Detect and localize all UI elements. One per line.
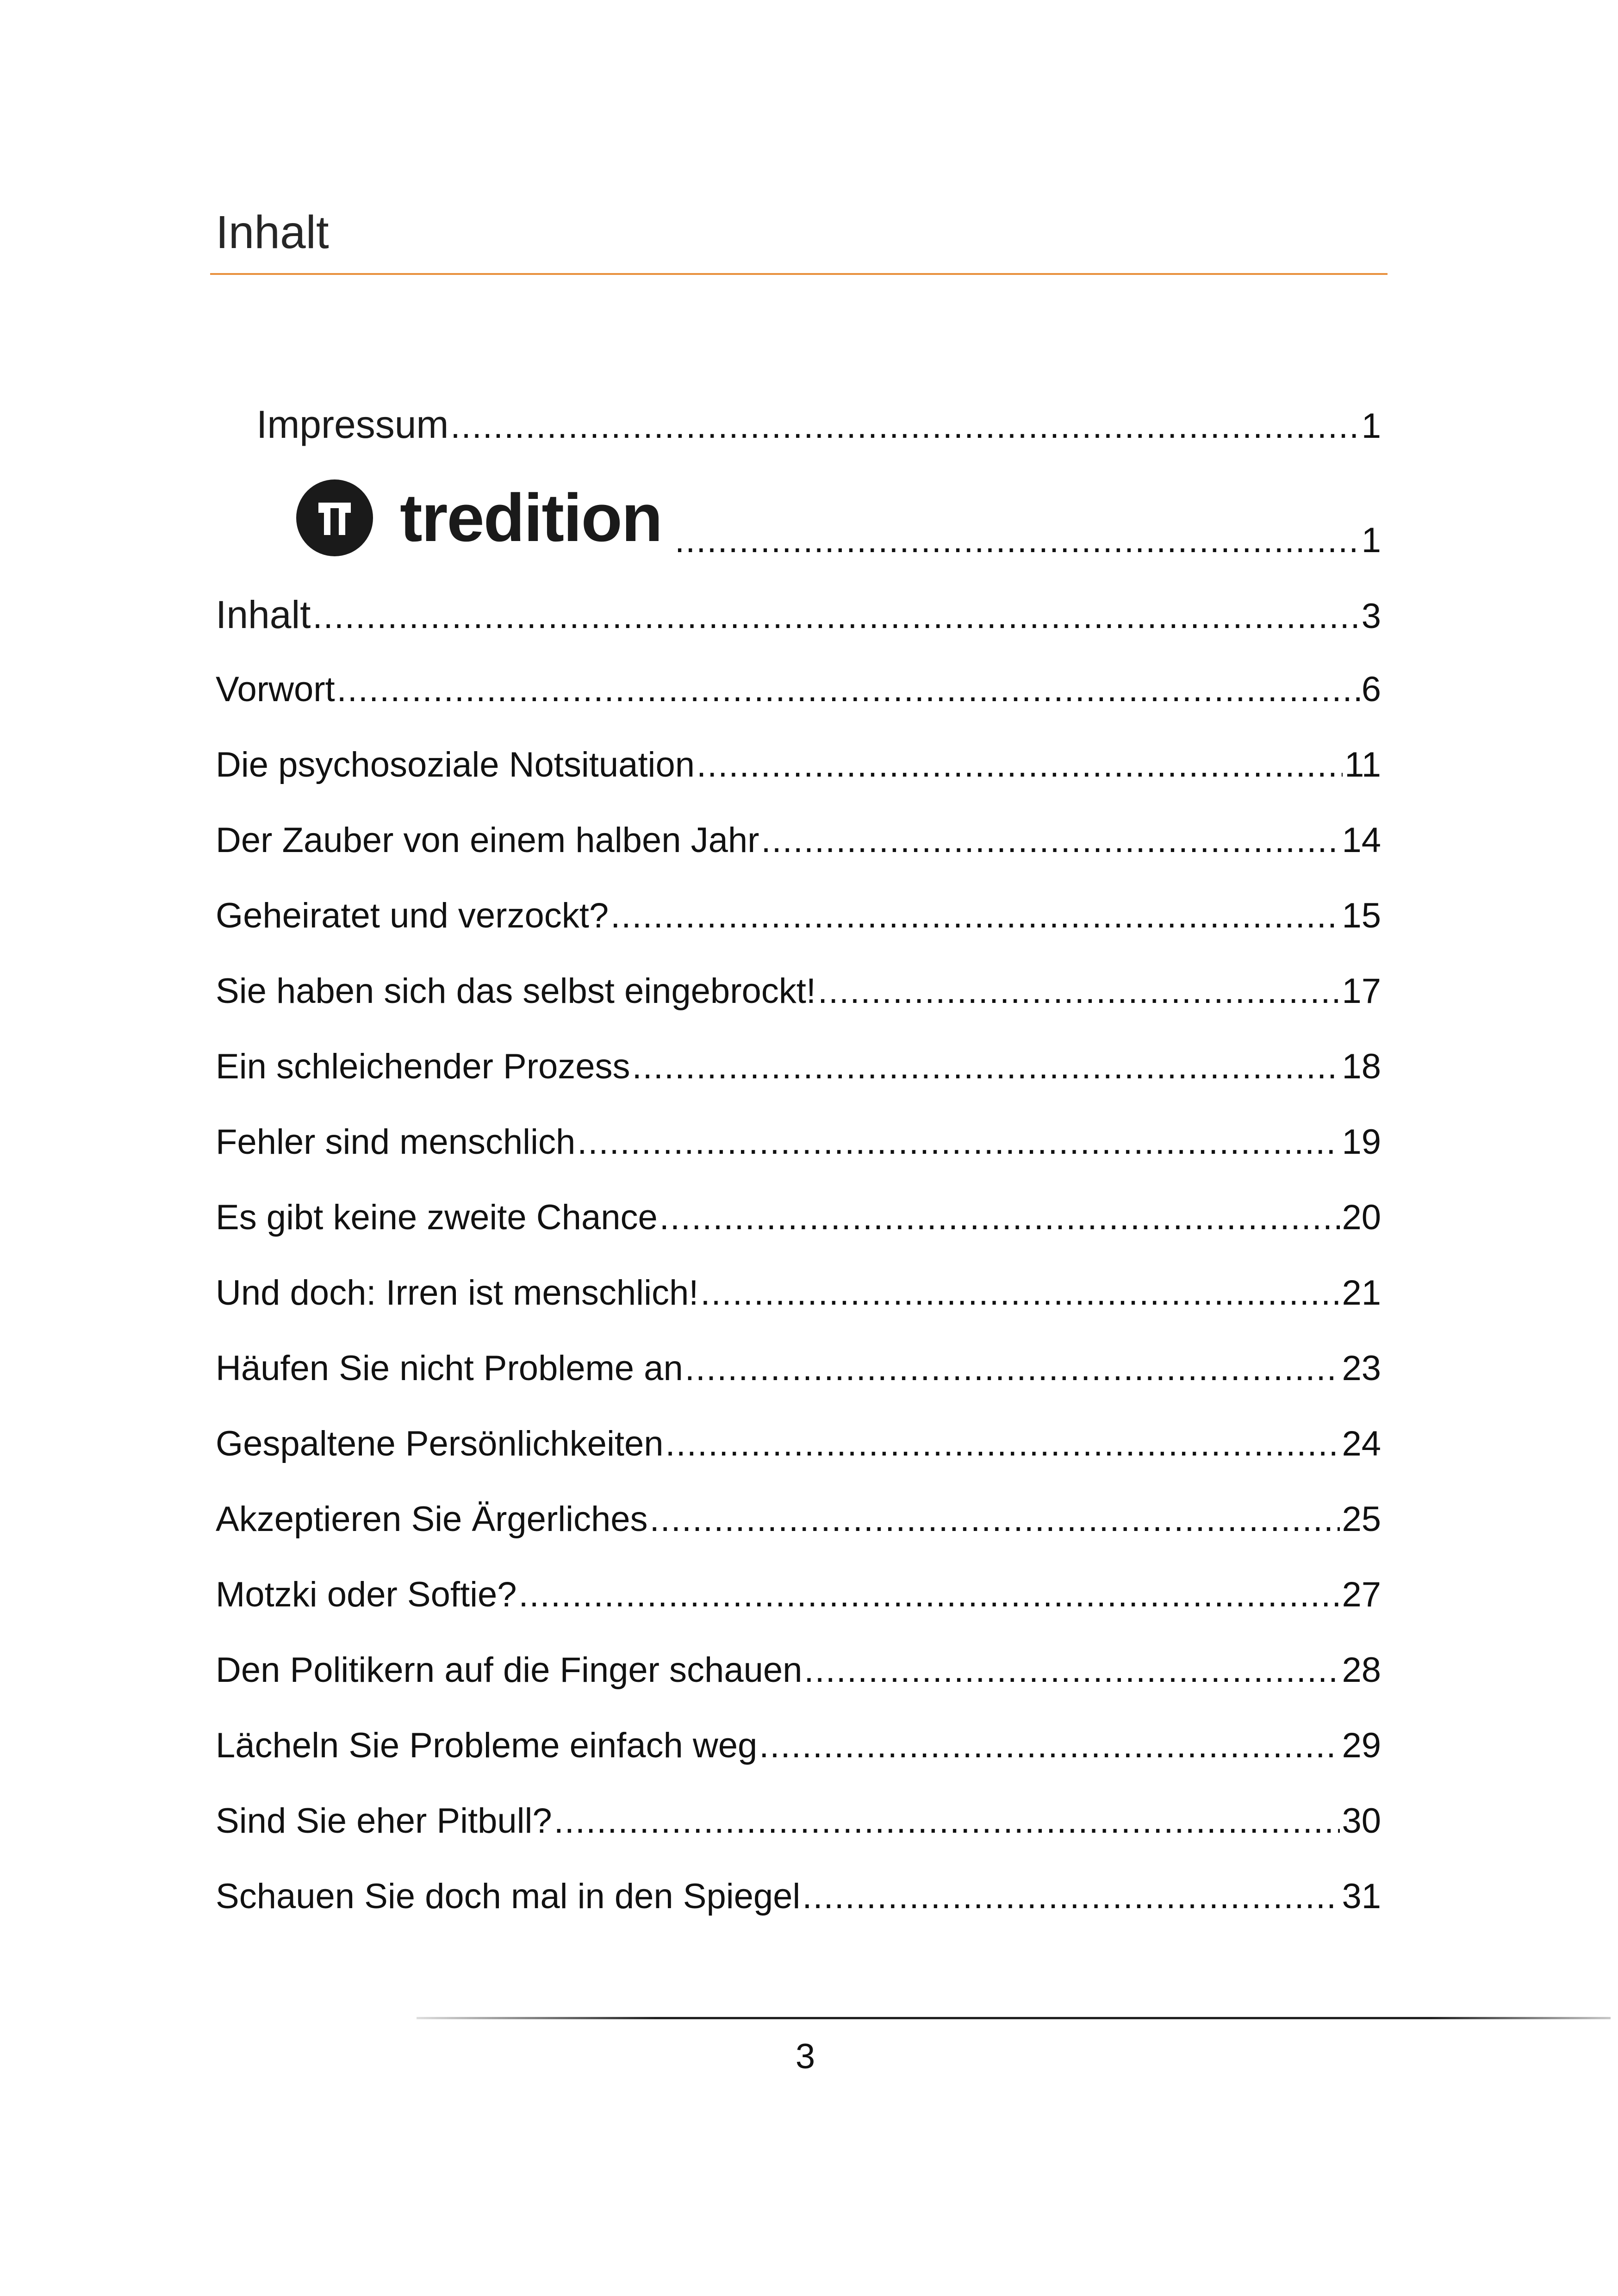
toc-dot-leader [660,1200,1340,1235]
toc-dot-leader [700,1276,1340,1311]
toc-entry-label: Lächeln Sie Probleme einfach weg [216,1726,758,1765]
toc-entry-label: Sind Sie eher Pitbull? [216,1801,552,1841]
toc-dot-leader [450,409,1359,444]
toc-dot-leader [313,599,1360,634]
toc-dot-leader [577,1125,1340,1160]
toc-entry-label: Motzki oder Softie? [216,1575,517,1614]
toc-entry-label: Akzeptieren Sie Ärgerliches [216,1500,648,1539]
page-number: 3 [795,2037,815,2076]
toc-entry[interactable] [216,1426,1381,1462]
toc-entry-page: 20 [1342,1198,1381,1237]
toc-entry[interactable] [216,1200,1381,1235]
toc-entry-page: 23 [1342,1349,1381,1388]
toc-entry-page: 6 [1361,670,1381,709]
toc-dot-leader [818,974,1340,1009]
toc-dot-leader [665,1426,1340,1462]
toc-dot-leader [759,1728,1340,1763]
toc-dot-leader [675,523,1362,558]
toc-entry[interactable] [216,1351,1381,1386]
toc-entry[interactable] [216,1273,1381,1313]
toc-entry-label: Es gibt keine zweite Chance [216,1198,658,1237]
toc-dot-leader [610,898,1340,933]
toc-entry-label: Impressum [256,403,449,446]
toc-entry-impressum[interactable] [256,405,1381,444]
toc-entry[interactable] [216,1801,1381,1841]
toc-entry-page: 11 [1344,745,1381,784]
toc-entry-label: Der Zauber von einem halben Jahr [216,821,759,860]
toc-dot-leader [804,1653,1340,1688]
toc-entry-logo[interactable] [296,467,1381,569]
toc-dot-leader [519,1577,1340,1612]
toc-entry-page: 21 [1342,1273,1381,1313]
toc-logo-line [675,523,1381,558]
toc-entry-page: 30 [1342,1801,1381,1841]
toc-entry-page: 24 [1342,1424,1381,1463]
toc-entry-label: Fehler sind menschlich [216,1122,576,1162]
toc-entry[interactable] [216,1650,1381,1690]
toc-entry[interactable] [216,1879,1381,1914]
toc-dot-leader [337,672,1360,707]
toc-entry-page: 31 [1342,1877,1381,1916]
toc-entry[interactable] [216,672,1381,707]
toc-entry-page: 17 [1342,971,1381,1011]
toc-entry-page: 29 [1342,1726,1381,1765]
toc-entry-page: 3 [1361,597,1381,636]
toc-entry-page: 28 [1342,1650,1381,1690]
toc-entry-label: Die psychosoziale Notsituation [216,745,695,784]
toc-entry-label: Häufen Sie nicht Probleme an [216,1349,683,1388]
toc-entry-label: Vorwort [216,670,335,709]
toc-dot-leader [802,1879,1340,1914]
toc-entry-page: 19 [1342,1122,1381,1162]
toc-entry-page: 1 [1361,406,1381,446]
toc-entry[interactable] [216,971,1381,1011]
toc-entry[interactable] [216,1728,1381,1763]
toc-entry[interactable] [216,1122,1381,1162]
toc-entry[interactable] [216,1577,1381,1612]
toc-entry-label: Ein schleichender Prozess [216,1047,630,1086]
toc-entry-label: Den Politikern auf die Finger schauen [216,1650,803,1690]
toc-entry[interactable] [216,747,1381,783]
toc-entry-page: 27 [1342,1575,1381,1614]
toc-dot-leader [685,1351,1340,1386]
toc-entry-page: 1 [1361,521,1381,560]
toc-dot-leader [554,1804,1340,1839]
toc-entry-label: Sie haben sich das selbst eingebrockt! [216,971,816,1011]
toc-dot-leader [761,823,1340,858]
footer-divider [417,2017,1611,2019]
toc-entry-label: Schauen Sie doch mal in den Spiegel [216,1877,801,1916]
tredition-wordmark: tredition [400,480,662,555]
toc-entry-label: Geheiratet und verzockt? [216,896,609,935]
toc-entry-page: 18 [1342,1047,1381,1086]
toc-dot-leader [697,747,1343,783]
toc-entry[interactable] [216,823,1381,858]
toc-entry-label: Gespaltene Persönlichkeiten [216,1424,664,1463]
toc-entry-page: 25 [1342,1500,1381,1539]
toc-entry[interactable] [216,1049,1381,1084]
toc-entry[interactable] [216,898,1381,933]
toc-entry-page: 14 [1342,821,1381,860]
toc-dot-leader [650,1502,1340,1537]
page-title: Inhalt [216,206,329,258]
toc-entry[interactable] [216,1502,1381,1537]
toc-entry-page: 15 [1342,896,1381,935]
tredition-logo [296,479,662,556]
toc-dot-leader [632,1049,1340,1084]
toc-entry-label: Und doch: Irren ist menschlich! [216,1273,699,1313]
tredition-mark-icon [296,479,373,556]
toc-entry-label: Inhalt [216,593,311,636]
toc-entry[interactable] [216,595,1381,634]
